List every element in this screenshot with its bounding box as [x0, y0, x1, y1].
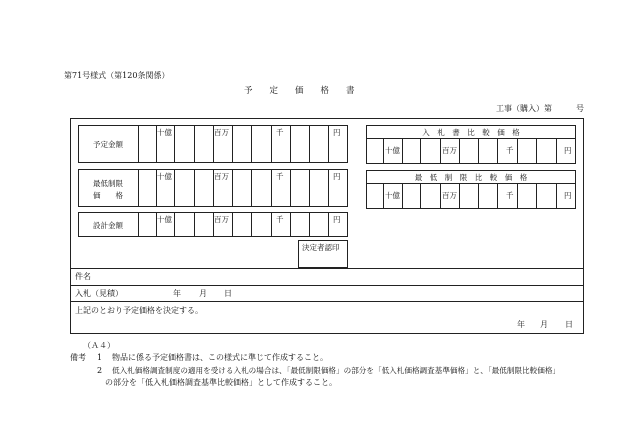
unit-sen: 千	[276, 172, 284, 181]
note-text: の部分を「低入札価格調査基準比較価格」として作成すること。	[105, 378, 337, 387]
bidding-day: 日	[224, 289, 232, 298]
notes-label: 備考	[70, 353, 86, 362]
decision-year: 年	[517, 320, 525, 329]
paper-size: （Ａ４）	[83, 341, 115, 350]
digit-divider	[478, 138, 479, 164]
digit-divider	[328, 125, 329, 163]
digit-divider	[536, 183, 537, 209]
note-number: 2	[97, 366, 103, 375]
digit-divider	[174, 125, 175, 163]
unit-en: 円	[333, 128, 341, 137]
subject-label: 件名	[75, 272, 91, 281]
form-number: 第71号様式（第120条関係）	[64, 71, 170, 80]
digit-divider	[232, 169, 233, 207]
digit-divider	[138, 125, 139, 163]
unit-en: 円	[333, 215, 341, 224]
digit-divider	[440, 183, 441, 209]
digit-divider	[309, 212, 310, 237]
panel-divider	[366, 138, 576, 139]
digit-divider	[556, 138, 557, 164]
unit-en: 円	[564, 146, 572, 155]
digit-divider	[517, 138, 518, 164]
panel-heading: 最 低 制 限 比 較 価 格	[414, 173, 528, 182]
digit-divider	[309, 169, 310, 207]
unit-jukoku: 十億	[385, 146, 400, 155]
digit-divider	[402, 138, 403, 164]
unit-hyakuman: 百万	[214, 128, 229, 137]
digit-divider	[174, 169, 175, 207]
digit-divider	[309, 125, 310, 163]
digit-divider	[251, 125, 252, 163]
decision-text: 上記のとおり予定価格を決定する。	[75, 306, 203, 315]
row-label: 予定金額	[93, 140, 123, 149]
digit-divider	[420, 183, 421, 209]
digit-divider	[138, 212, 139, 237]
bidding-month: 月	[199, 289, 207, 298]
digit-divider	[420, 138, 421, 164]
unit-jukoku: 十億	[157, 215, 172, 224]
note-text: 低入札価格調査制度の適用を受ける入札の場合は、「最低制限価格」の部分を「低入札価格調査基準価格」と、「最低制限比較価格」	[112, 366, 561, 375]
unit-jukoku: 十億	[157, 128, 172, 137]
decision-month: 月	[540, 320, 548, 329]
digit-divider	[290, 169, 291, 207]
digit-divider	[290, 125, 291, 163]
digit-divider	[251, 212, 252, 237]
digit-divider	[556, 183, 557, 209]
unit-sen: 千	[276, 215, 284, 224]
digit-divider	[497, 183, 498, 209]
unit-hyakuman: 百万	[442, 146, 457, 155]
digit-divider	[138, 169, 139, 207]
digit-divider	[290, 212, 291, 237]
divider-subject	[70, 268, 584, 269]
unit-jukoku: 十億	[157, 172, 172, 181]
digit-divider	[328, 212, 329, 237]
digit-divider	[194, 212, 195, 237]
row-label: 設計金額	[93, 221, 123, 230]
digit-divider	[271, 169, 272, 207]
digit-divider	[194, 169, 195, 207]
digit-divider	[232, 212, 233, 237]
unit-en: 円	[333, 172, 341, 181]
digit-divider	[536, 138, 537, 164]
digit-divider	[232, 125, 233, 163]
unit-hyakuman: 百万	[214, 172, 229, 181]
note-number: 1	[97, 353, 103, 362]
document-title: 予 定 価 格 書	[244, 86, 355, 96]
row-label: 最低制限	[93, 179, 123, 188]
divider-bidding	[70, 285, 584, 286]
unit-en: 円	[564, 191, 572, 200]
unit-sen: 千	[506, 146, 514, 155]
digit-divider	[497, 138, 498, 164]
panel-heading: 入 札 書 比 較 価 格	[422, 128, 520, 137]
digit-divider	[383, 183, 384, 209]
digit-divider	[271, 125, 272, 163]
panel-divider	[366, 183, 576, 184]
decision-day: 日	[565, 320, 573, 329]
unit-jukoku: 十億	[385, 191, 400, 200]
digit-divider	[517, 183, 518, 209]
bidding-label: 入札（見積）	[75, 289, 123, 298]
digit-divider	[459, 183, 460, 209]
unit-sen: 千	[276, 128, 284, 137]
unit-hyakuman: 百万	[442, 191, 457, 200]
digit-divider	[271, 212, 272, 237]
divider-decision	[70, 301, 584, 302]
digit-divider	[402, 183, 403, 209]
work-number: 工事（購入）第 号	[496, 104, 584, 113]
unit-sen: 千	[506, 191, 514, 200]
digit-divider	[174, 212, 175, 237]
bidding-year: 年	[173, 289, 181, 298]
approval-label: 決定者認印	[302, 243, 340, 252]
digit-divider	[478, 183, 479, 209]
unit-hyakuman: 百万	[214, 215, 229, 224]
digit-divider	[383, 138, 384, 164]
digit-divider	[328, 169, 329, 207]
row-label: 価 格	[93, 191, 123, 200]
note-text: 物品に係る予定価格書は、この様式に準じて作成すること。	[112, 353, 328, 362]
digit-divider	[459, 138, 460, 164]
digit-divider	[194, 125, 195, 163]
digit-divider	[440, 138, 441, 164]
digit-divider	[251, 169, 252, 207]
